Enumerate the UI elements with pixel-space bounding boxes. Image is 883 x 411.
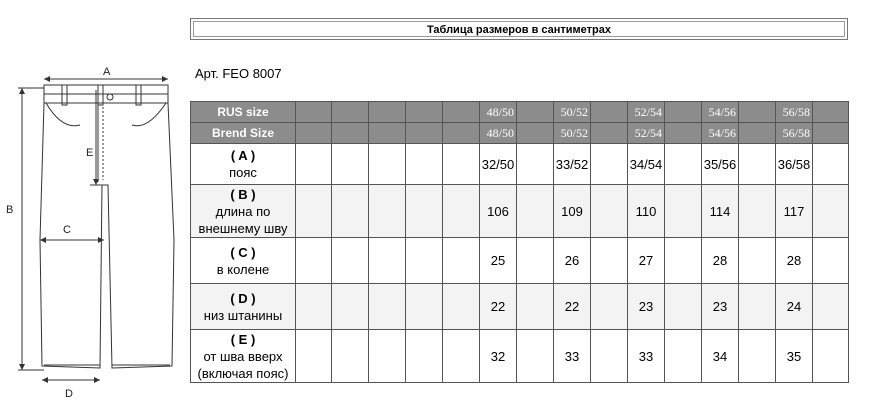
empty-cell xyxy=(739,185,776,238)
label-b: B xyxy=(6,204,14,216)
measure-row xyxy=(191,330,849,383)
measure-code: ( E ) xyxy=(230,331,256,347)
measure-value: 34/54 xyxy=(628,144,665,185)
empty-cell xyxy=(739,284,776,330)
empty-cell xyxy=(332,144,369,185)
header-row xyxy=(191,102,849,123)
measure-code: ( C ) xyxy=(230,244,256,260)
empty-cell xyxy=(369,144,406,185)
measure-value: 25 xyxy=(480,238,517,284)
measure-value: 22 xyxy=(554,284,591,330)
measure-label xyxy=(191,284,296,330)
size-cell: 56/58 xyxy=(776,123,813,144)
measure-value: 24 xyxy=(776,284,813,330)
measure-description: пояс xyxy=(229,165,257,180)
empty-cell xyxy=(591,144,628,185)
empty-cell xyxy=(332,102,369,123)
header-row xyxy=(191,123,849,144)
empty-cell xyxy=(443,102,480,123)
empty-cell xyxy=(517,330,554,383)
size-cell: 50/52 xyxy=(554,102,591,123)
empty-cell xyxy=(665,144,702,185)
measure-value: 27 xyxy=(628,238,665,284)
empty-cell xyxy=(406,238,443,284)
empty-cell xyxy=(296,185,332,238)
empty-cell xyxy=(739,102,776,123)
label-c: C xyxy=(63,224,71,236)
measure-description: от шва вверх xyxy=(203,348,283,364)
measure-value: 22 xyxy=(480,284,517,330)
measure-value: 28 xyxy=(776,238,813,284)
empty-cell xyxy=(443,123,480,144)
empty-cell xyxy=(332,123,369,144)
empty-cell xyxy=(296,330,332,383)
measure-label xyxy=(191,144,296,185)
label-a: A xyxy=(103,66,111,78)
empty-cell xyxy=(813,330,849,383)
empty-cell xyxy=(813,284,849,330)
empty-cell xyxy=(296,102,332,123)
empty-cell xyxy=(665,238,702,284)
measure-description: низ штанины xyxy=(203,307,283,323)
measure-value: 32/50 xyxy=(480,144,517,185)
empty-cell xyxy=(517,284,554,330)
size-cell: 56/58 xyxy=(776,102,813,123)
size-cell: 52/54 xyxy=(628,102,665,123)
empty-cell xyxy=(443,330,480,383)
empty-cell xyxy=(369,123,406,144)
empty-cell xyxy=(443,284,480,330)
empty-cell xyxy=(591,330,628,383)
empty-cell xyxy=(296,144,332,185)
measure-value: 35/56 xyxy=(702,144,739,185)
size-cell: 50/52 xyxy=(554,123,591,144)
measure-value: 28 xyxy=(702,238,739,284)
measure-value: 35 xyxy=(776,330,813,383)
empty-cell xyxy=(332,185,369,238)
empty-cell xyxy=(296,123,332,144)
measure-value: 33 xyxy=(554,330,591,383)
label-e: E xyxy=(86,147,94,159)
empty-cell xyxy=(517,123,554,144)
measure-value: 114 xyxy=(702,185,739,238)
measure-value: 32 xyxy=(480,330,517,383)
empty-cell xyxy=(739,238,776,284)
empty-cell xyxy=(406,330,443,383)
measure-value: 110 xyxy=(628,185,665,238)
empty-cell xyxy=(332,330,369,383)
empty-cell xyxy=(665,284,702,330)
empty-cell xyxy=(517,238,554,284)
measure-row xyxy=(191,185,849,238)
measure-value: 109 xyxy=(554,185,591,238)
empty-cell xyxy=(739,144,776,185)
empty-cell xyxy=(406,185,443,238)
empty-cell xyxy=(665,123,702,144)
table-title: Таблица размеров в сантиметрах xyxy=(193,21,845,37)
size-cell: 52/54 xyxy=(628,123,665,144)
measure-value: 34 xyxy=(702,330,739,383)
empty-cell xyxy=(296,284,332,330)
empty-cell xyxy=(665,330,702,383)
empty-cell xyxy=(739,123,776,144)
empty-cell xyxy=(332,284,369,330)
measure-value: 23 xyxy=(628,284,665,330)
measure-value: 23 xyxy=(702,284,739,330)
size-cell: 54/56 xyxy=(702,123,739,144)
empty-cell xyxy=(406,123,443,144)
size-cell: 54/56 xyxy=(702,102,739,123)
measure-code: ( B ) xyxy=(230,186,256,202)
empty-cell xyxy=(369,330,406,383)
trousers-diagram xyxy=(0,60,180,410)
measure-value: 26 xyxy=(554,238,591,284)
empty-cell xyxy=(813,123,849,144)
measure-description: (включая пояс) xyxy=(197,365,289,381)
header-row-label: RUS size xyxy=(191,102,296,123)
empty-cell xyxy=(332,238,369,284)
trousers-outline xyxy=(40,103,174,368)
size-table-body xyxy=(191,102,849,383)
measure-label xyxy=(191,185,296,238)
empty-cell xyxy=(369,238,406,284)
measure-value: 33/52 xyxy=(554,144,591,185)
empty-cell xyxy=(406,144,443,185)
measure-value: 106 xyxy=(480,185,517,238)
header-row-label: Brend Size xyxy=(191,123,296,144)
measure-code: ( A ) xyxy=(230,148,256,163)
measure-label xyxy=(191,330,296,383)
empty-cell xyxy=(369,284,406,330)
measure-value: 33 xyxy=(628,330,665,383)
empty-cell xyxy=(406,102,443,123)
label-d: D xyxy=(65,388,73,400)
empty-cell xyxy=(406,284,443,330)
measure-row xyxy=(191,144,849,185)
empty-cell xyxy=(813,102,849,123)
measure-value: 36/58 xyxy=(776,144,813,185)
empty-cell xyxy=(591,185,628,238)
empty-cell xyxy=(517,144,554,185)
empty-cell xyxy=(296,238,332,284)
empty-cell xyxy=(591,284,628,330)
size-cell: 48/50 xyxy=(480,102,517,123)
empty-cell xyxy=(813,238,849,284)
measure-description: длина по xyxy=(215,203,271,219)
size-cell: 48/50 xyxy=(480,123,517,144)
measure-row xyxy=(191,238,849,284)
empty-cell xyxy=(665,102,702,123)
measure-description: в колене xyxy=(216,261,270,277)
title-box xyxy=(190,18,848,40)
empty-cell xyxy=(591,102,628,123)
empty-cell xyxy=(517,185,554,238)
measure-value: 117 xyxy=(776,185,813,238)
empty-cell xyxy=(665,185,702,238)
article-number: Арт. FEO 8007 xyxy=(195,66,282,81)
measure-label xyxy=(191,238,296,284)
measure-description: внешнему шву xyxy=(198,220,288,236)
empty-cell xyxy=(369,185,406,238)
measure-row xyxy=(191,284,849,330)
empty-cell xyxy=(369,102,406,123)
empty-cell xyxy=(517,102,554,123)
empty-cell xyxy=(591,123,628,144)
size-table xyxy=(190,101,849,383)
empty-cell xyxy=(591,238,628,284)
empty-cell xyxy=(443,185,480,238)
empty-cell xyxy=(739,330,776,383)
empty-cell xyxy=(813,185,849,238)
measure-code: ( D ) xyxy=(230,290,256,306)
empty-cell xyxy=(443,144,480,185)
empty-cell xyxy=(813,144,849,185)
empty-cell xyxy=(443,238,480,284)
